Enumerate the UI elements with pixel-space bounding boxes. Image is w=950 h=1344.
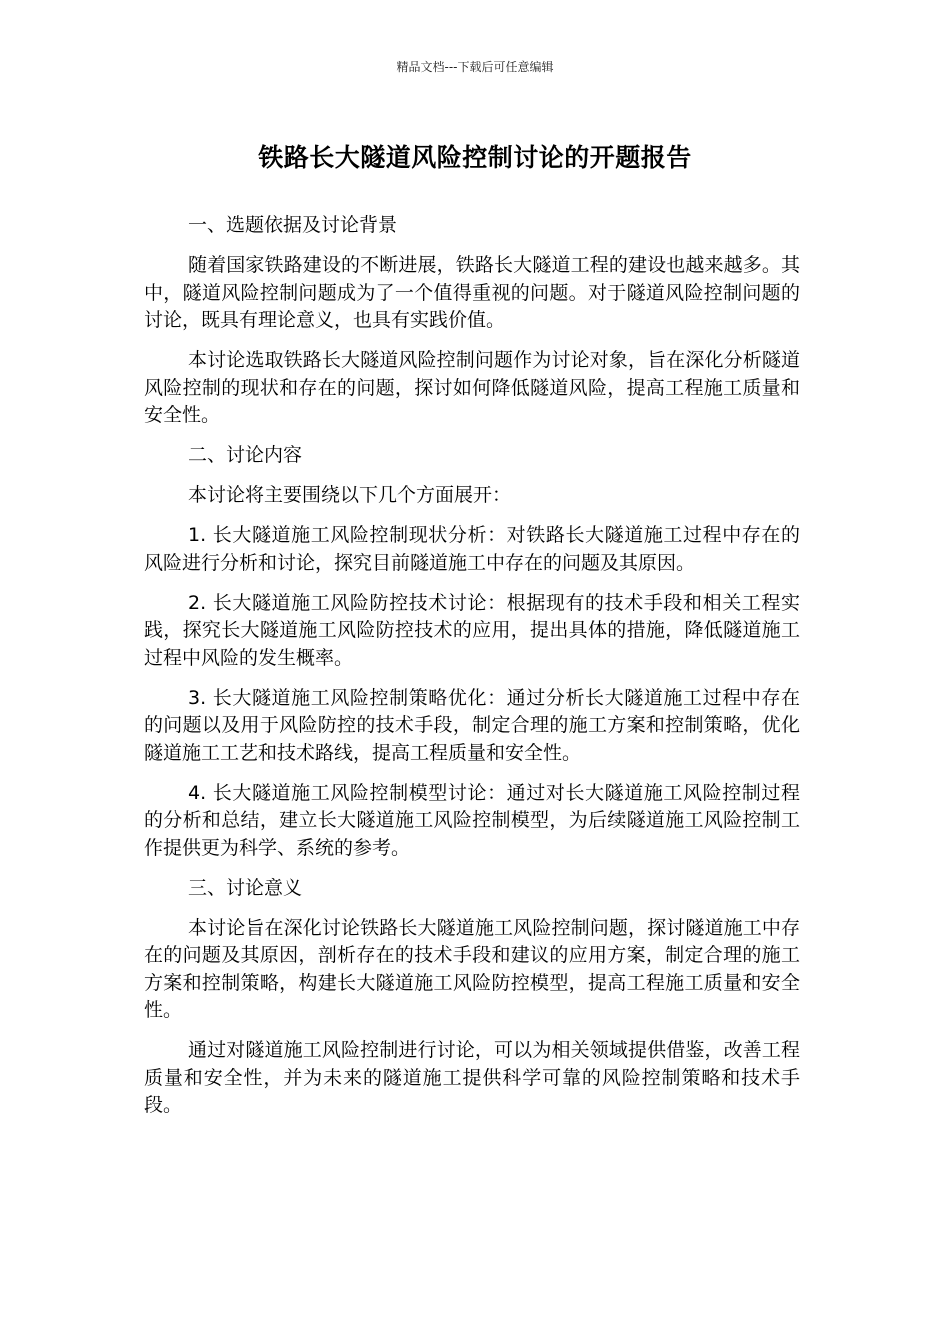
- paragraph: 本讨论旨在深化讨论铁路长大隧道施工风险控制问题，探讨隧道施工中存在的问题及其原因，剖析存在的技术手段和建议的应用方案，制定合理的施工方案和控制策略，构建长大隧道施工风险防控模型，提高工程施工质量和安全性。: [144, 916, 800, 1021]
- list-item-2: 2. 长大隧道施工风险防控技术讨论：根据现有的技术手段和相关工程实践，探究长大隧道施工风险防控技术的应用，提出具体的措施，降低隧道施工过程中风险的发生概率。: [144, 591, 800, 669]
- list-item-4: 4. 长大隧道施工风险控制模型讨论：通过对长大隧道施工风险控制过程的分析和总结，建立长大隧道施工风险控制模型，为后续隧道施工风险控制工作提供更为科学、系统的参考。: [144, 781, 800, 859]
- section-heading-1: 一、选题依据及讨论背景: [188, 214, 398, 236]
- paragraph: 随着国家铁路建设的不断进展，铁路长大隧道工程的建设也越来越多。其中，隧道风险控制问题成为了一个值得重视的问题。对于隧道风险控制问题的讨论，既具有理论意义，也具有实践价值。: [144, 254, 800, 331]
- header-note: 精品文档---下载后可任意编辑: [396, 60, 554, 74]
- list-item-3: 3. 长大隧道施工风险控制策略优化：通过分析长大隧道施工过程中存在的问题以及用于风险防控的技术手段，制定合理的施工方案和控制策略，优化隧道施工工艺和技术路线，提高工程质量和安全性。: [144, 686, 800, 764]
- section-heading-2: 二、讨论内容: [188, 444, 303, 466]
- list-item-1: 1. 长大隧道施工风险控制现状分析：对铁路长大隧道施工过程中存在的风险进行分析和讨论，探究目前隧道施工中存在的问题及其原因。: [144, 524, 800, 574]
- document-body: [144, 212, 800, 1132]
- section-heading-3: 三、讨论意义: [188, 876, 303, 899]
- paragraph: 本讨论选取铁路长大隧道风险控制问题作为讨论对象，旨在深化分析隧道风险控制的现状和存在的问题，探讨如何降低隧道风险，提高工程施工质量和安全性。: [144, 349, 800, 426]
- document-title: 铁路长大隧道风险控制讨论的开题报告: [258, 143, 692, 172]
- paragraph: 通过对隧道施工风险控制进行讨论，可以为相关领域提供借鉴，改善工程质量和安全性，并为未来的隧道施工提供科学可靠的风险控制策略和技术手段。: [144, 1039, 800, 1116]
- paragraph: 本讨论将主要围绕以下几个方面展开：: [188, 484, 512, 506]
